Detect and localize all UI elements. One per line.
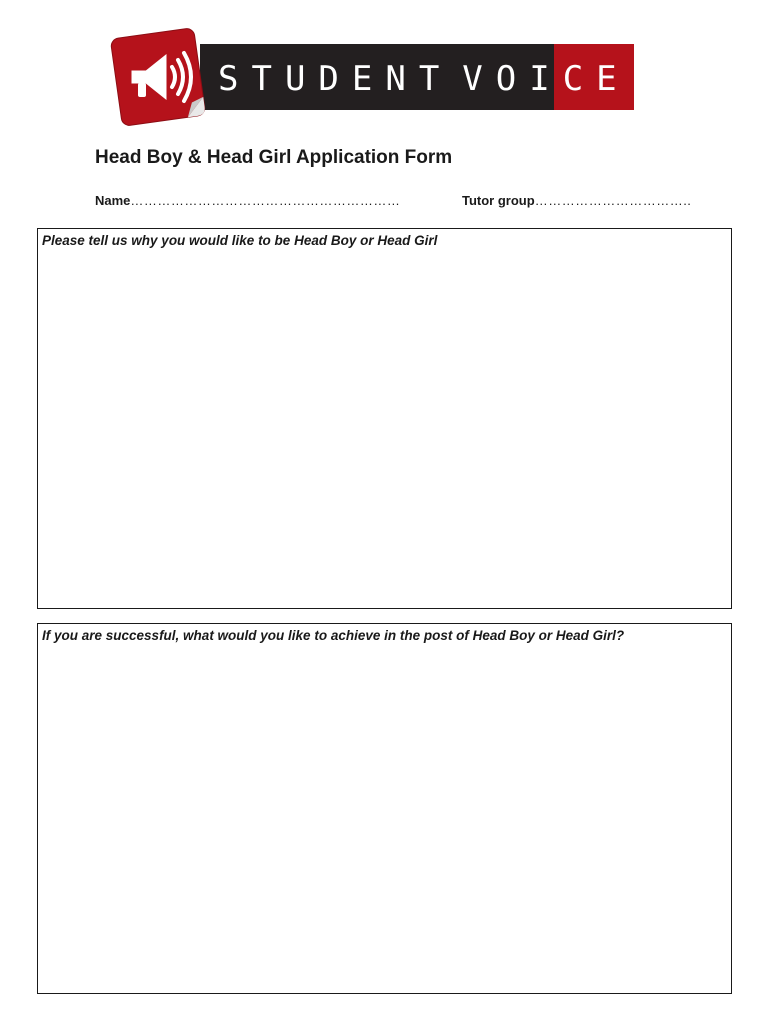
achieve-goals-box [37,623,732,994]
form-title: Head Boy & Head Girl Application Form [95,147,453,168]
tutor-group-field[interactable] [462,193,691,208]
student-voice-logo [108,27,634,127]
name-field[interactable] [95,193,400,208]
megaphone-icon [108,27,208,127]
tutor-group-dotted-line[interactable]: …………………………….. [534,193,692,208]
achieve-question-label: If you are successful, what would you like to achieve in the post of Head Boy or Head Girl? [42,628,625,643]
tutor-group-label: Tutor group [462,193,535,208]
logo-word-student: STUDENT [218,59,453,99]
achieve-answer-area[interactable] [38,648,731,993]
logo-wordmark [218,57,630,101]
why-answer-area[interactable] [38,253,731,608]
logo-word-voice: VOICE [462,59,630,99]
why-question-label: Please tell us why you would like to be Head Boy or Head Girl [42,233,438,248]
why-head-boy-girl-box [37,228,732,609]
name-label: Name [95,193,131,208]
name-dotted-line[interactable]: …………………………………………………… [130,193,401,208]
